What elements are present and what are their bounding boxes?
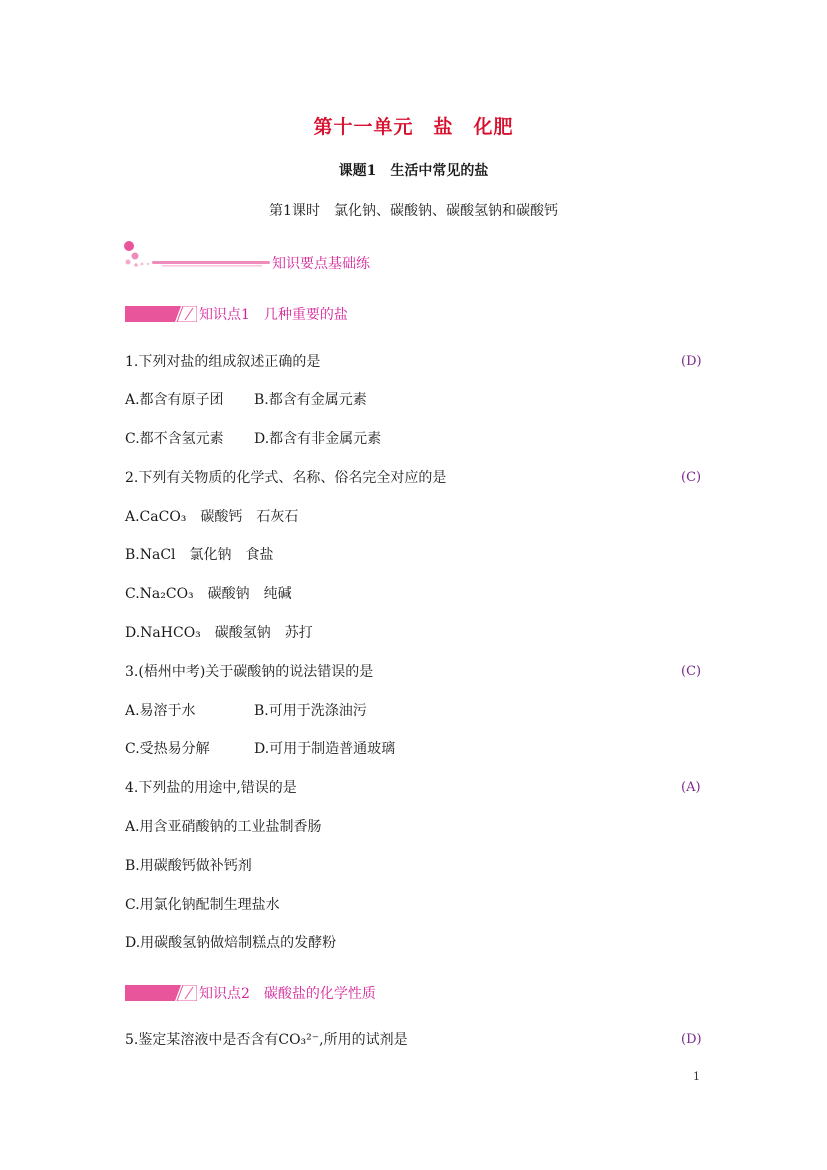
question-3-option-a: A.易溶于水 [125, 703, 196, 719]
question-1-option-a: A.都含有原子团 [125, 392, 224, 408]
chapter-title: 第十一单元 盐 化肥 [313, 116, 514, 138]
question-2-stem: 2.下列有关物质的化学式、名称、俗名完全对应的是 [125, 470, 447, 486]
question-4-answer: (A) [681, 780, 701, 795]
question-1-option-b: B.都含有金属元素 [254, 392, 367, 408]
question-2-option-c: C.Na₂CO₃ 碳酸钠 纯碱 [125, 586, 292, 602]
question-1-stem: 1.下列对盐的组成叙述正确的是 [125, 354, 321, 370]
question-1-answer: (D) [681, 354, 702, 369]
question-3-option-b: B.可用于洗涤油污 [254, 703, 367, 719]
knowledge-point-label: 知识点1 几种重要的盐 [199, 307, 348, 323]
question-2-option-b: B.NaCl 氯化钠 食盐 [125, 547, 274, 563]
section-banner [122, 240, 382, 274]
question-5-stem: 5.鉴定某溶液中是否含有CO₃²⁻,所用的试剂是 [125, 1032, 408, 1048]
question-4-stem: 4.下列盐的用途中,错误的是 [125, 780, 297, 796]
question-3-stem: 3.(梧州中考)关于碳酸钠的说法错误的是 [125, 664, 374, 680]
knowledge-tag-icon [125, 306, 197, 322]
question-4-option-d: D.用碳酸氢钠做焙制糕点的发酵粉 [125, 935, 337, 951]
question-1-option-c: C.都不含氢元素 [125, 431, 224, 447]
question-2-answer: (C) [681, 470, 702, 485]
question-2-option-a: A.CaCO₃ 碳酸钙 石灰石 [125, 509, 299, 525]
question-4-option-a: A.用含亚硝酸钠的工业盐制香肠 [125, 819, 322, 835]
section-title: 知识要点基础练 [272, 256, 370, 272]
page-number: 1 [693, 1070, 700, 1083]
question-3-option-d: D.可用于制造普通玻璃 [254, 741, 396, 757]
question-3-option-c: C.受热易分解 [125, 741, 210, 757]
question-1-option-d: D.都含有非金属元素 [254, 431, 382, 447]
banner-dots-decoration [122, 240, 272, 274]
question-3-answer: (C) [681, 664, 702, 679]
period-title: 第1课时 氯化钠、碳酸钠、碳酸氢钠和碳酸钙 [269, 203, 558, 219]
question-2-option-d: D.NaHCO₃ 碳酸氢钠 苏打 [125, 625, 313, 641]
lesson-title: 课题1 生活中常见的盐 [338, 163, 489, 179]
question-5-answer: (D) [681, 1032, 702, 1047]
knowledge-point-label: 知识点2 碳酸盐的化学性质 [199, 986, 376, 1002]
question-4-option-c: C.用氯化钠配制生理盐水 [125, 897, 280, 913]
question-4-option-b: B.用碳酸钙做补钙剂 [125, 858, 252, 874]
knowledge-tag-icon [125, 985, 197, 1001]
